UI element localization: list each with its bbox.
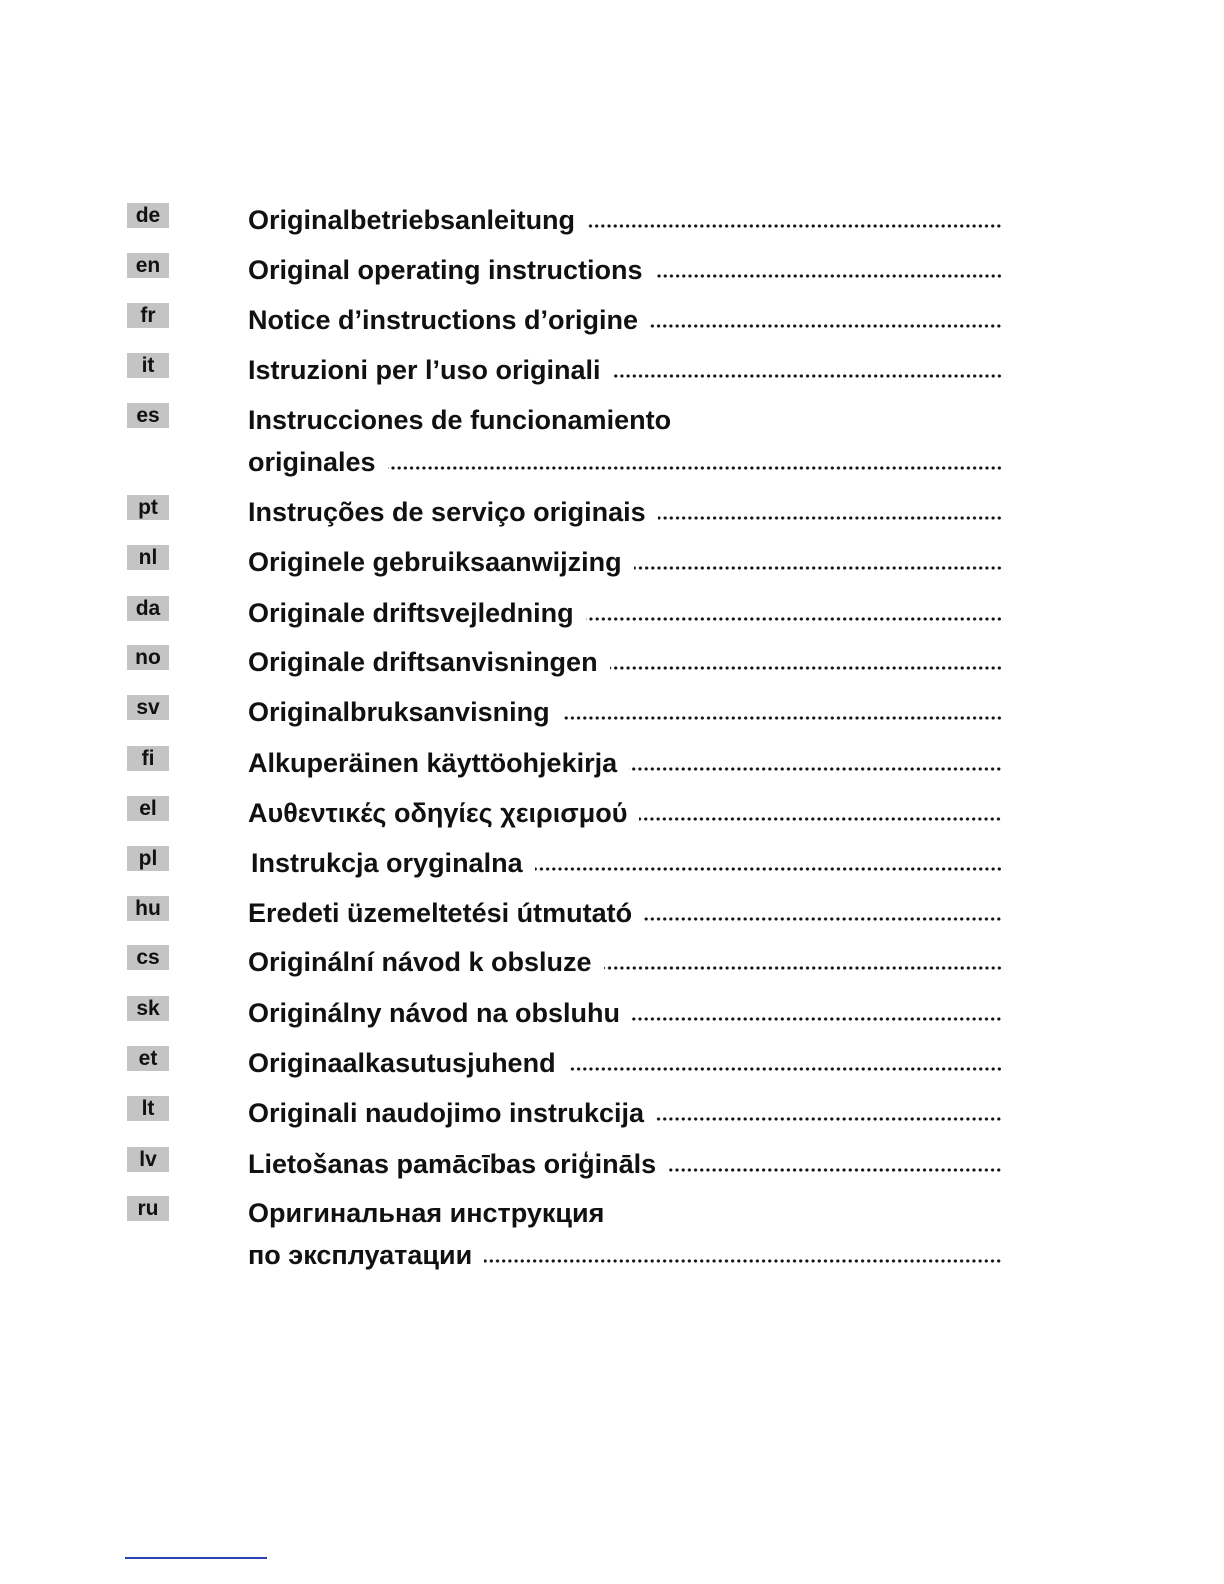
toc-line [251, 843, 1002, 883]
toc-title: Originálny návod na obsluhu [248, 998, 621, 1028]
toc-title: Оригинальная инструкция [248, 1198, 605, 1228]
toc-title: Notice d’instructions d’origine [248, 305, 639, 335]
toc-title: Instruções de serviço originais [248, 497, 646, 527]
toc-line [248, 642, 1002, 682]
dot-leader [568, 1066, 1002, 1072]
toc-title: Originaalkasutusjuhend [248, 1048, 556, 1078]
toc-line [248, 593, 1002, 633]
dot-leader [655, 273, 1002, 279]
toc-line-continuation [248, 1235, 1002, 1275]
toc-title-continuation: originales [248, 447, 376, 477]
language-code-badge: sv [127, 695, 169, 720]
language-code-badge: en [127, 253, 169, 278]
dot-leader [658, 515, 1002, 521]
language-code-badge: da [127, 596, 169, 621]
toc-line [248, 1193, 1002, 1233]
toc-title: Instrucciones de funcionamiento [248, 405, 672, 435]
toc-line [248, 1043, 1002, 1083]
language-code-badge: lt [127, 1096, 169, 1121]
language-code-badge: sk [127, 996, 169, 1021]
language-code-badge: pl [127, 846, 169, 871]
toc-line [248, 942, 1002, 982]
toc-line [248, 400, 1002, 440]
dot-leader [650, 323, 1002, 329]
footnote-separator-line [125, 1557, 267, 1559]
language-code-badge: no [127, 645, 169, 670]
toc-line [248, 350, 1002, 390]
language-code-badge: lv [127, 1147, 169, 1172]
toc-title: Original operating instructions [248, 255, 643, 285]
toc-line [248, 993, 1002, 1033]
dot-leader [388, 465, 1002, 471]
dot-leader [668, 1167, 1002, 1173]
toc-title: Originali naudojimo instrukcija [248, 1098, 645, 1128]
language-code-badge: et [127, 1046, 169, 1071]
toc-line [248, 250, 1002, 290]
toc-line [248, 692, 1002, 732]
toc-title: Originale driftsanvisningen [248, 647, 598, 677]
toc-line [248, 1144, 1002, 1184]
dot-leader [644, 916, 1002, 922]
dot-leader [634, 565, 1002, 571]
dot-leader [610, 665, 1002, 671]
toc-line [248, 492, 1002, 532]
toc-title: Αυθεντικές οδηγίες χειρισμού [248, 798, 628, 828]
dot-leader [604, 965, 1002, 971]
toc-title: Alkuperäinen käyttöohjekirja [248, 748, 618, 778]
dot-leader [587, 223, 1002, 229]
toc-line [248, 743, 1002, 783]
toc-title: Istruzioni per l’uso originali [248, 355, 601, 385]
toc-line [248, 793, 1002, 833]
language-code-badge: fi [127, 746, 169, 771]
dot-leader [629, 766, 1002, 772]
dot-leader [562, 715, 1002, 721]
language-code-badge: it [127, 353, 169, 378]
toc-line [248, 893, 1002, 933]
toc-line-continuation [248, 442, 1002, 482]
toc-title: Originalbetriebsanleitung [248, 205, 576, 235]
toc-title: Originální návod k obsluze [248, 947, 592, 977]
toc-title: Eredeti üzemeltetési útmutató [248, 898, 633, 928]
dot-leader [586, 616, 1002, 622]
toc-line [248, 1093, 1002, 1133]
dot-leader [484, 1258, 1002, 1264]
language-code-badge: nl [127, 545, 169, 570]
dot-leader [535, 866, 1002, 872]
language-code-badge: hu [127, 896, 169, 921]
dot-leader [656, 1116, 1002, 1122]
dot-leader [639, 816, 1002, 822]
toc-title: Instrukcja oryginalna [251, 848, 523, 878]
toc-title-continuation: по эксплуатации [248, 1240, 473, 1270]
toc-title: Originale driftsvejledning [248, 598, 574, 628]
language-code-badge: es [127, 403, 169, 428]
dot-leader [613, 373, 1002, 379]
toc-title: Originalbruksanvisning [248, 697, 550, 727]
toc-line [248, 300, 1002, 340]
language-code-badge: de [127, 203, 169, 228]
language-code-badge: pt [127, 495, 169, 520]
dot-leader [632, 1016, 1002, 1022]
toc-line [248, 542, 1002, 582]
toc-title: Lietošanas pamācības oriģināls [248, 1149, 657, 1179]
language-code-badge: el [127, 796, 169, 821]
language-code-badge: ru [127, 1196, 169, 1221]
language-code-badge: fr [127, 303, 169, 328]
toc-line [248, 200, 1002, 240]
toc-title: Originele gebruiksaanwijzing [248, 547, 622, 577]
language-code-badge: cs [127, 945, 169, 970]
